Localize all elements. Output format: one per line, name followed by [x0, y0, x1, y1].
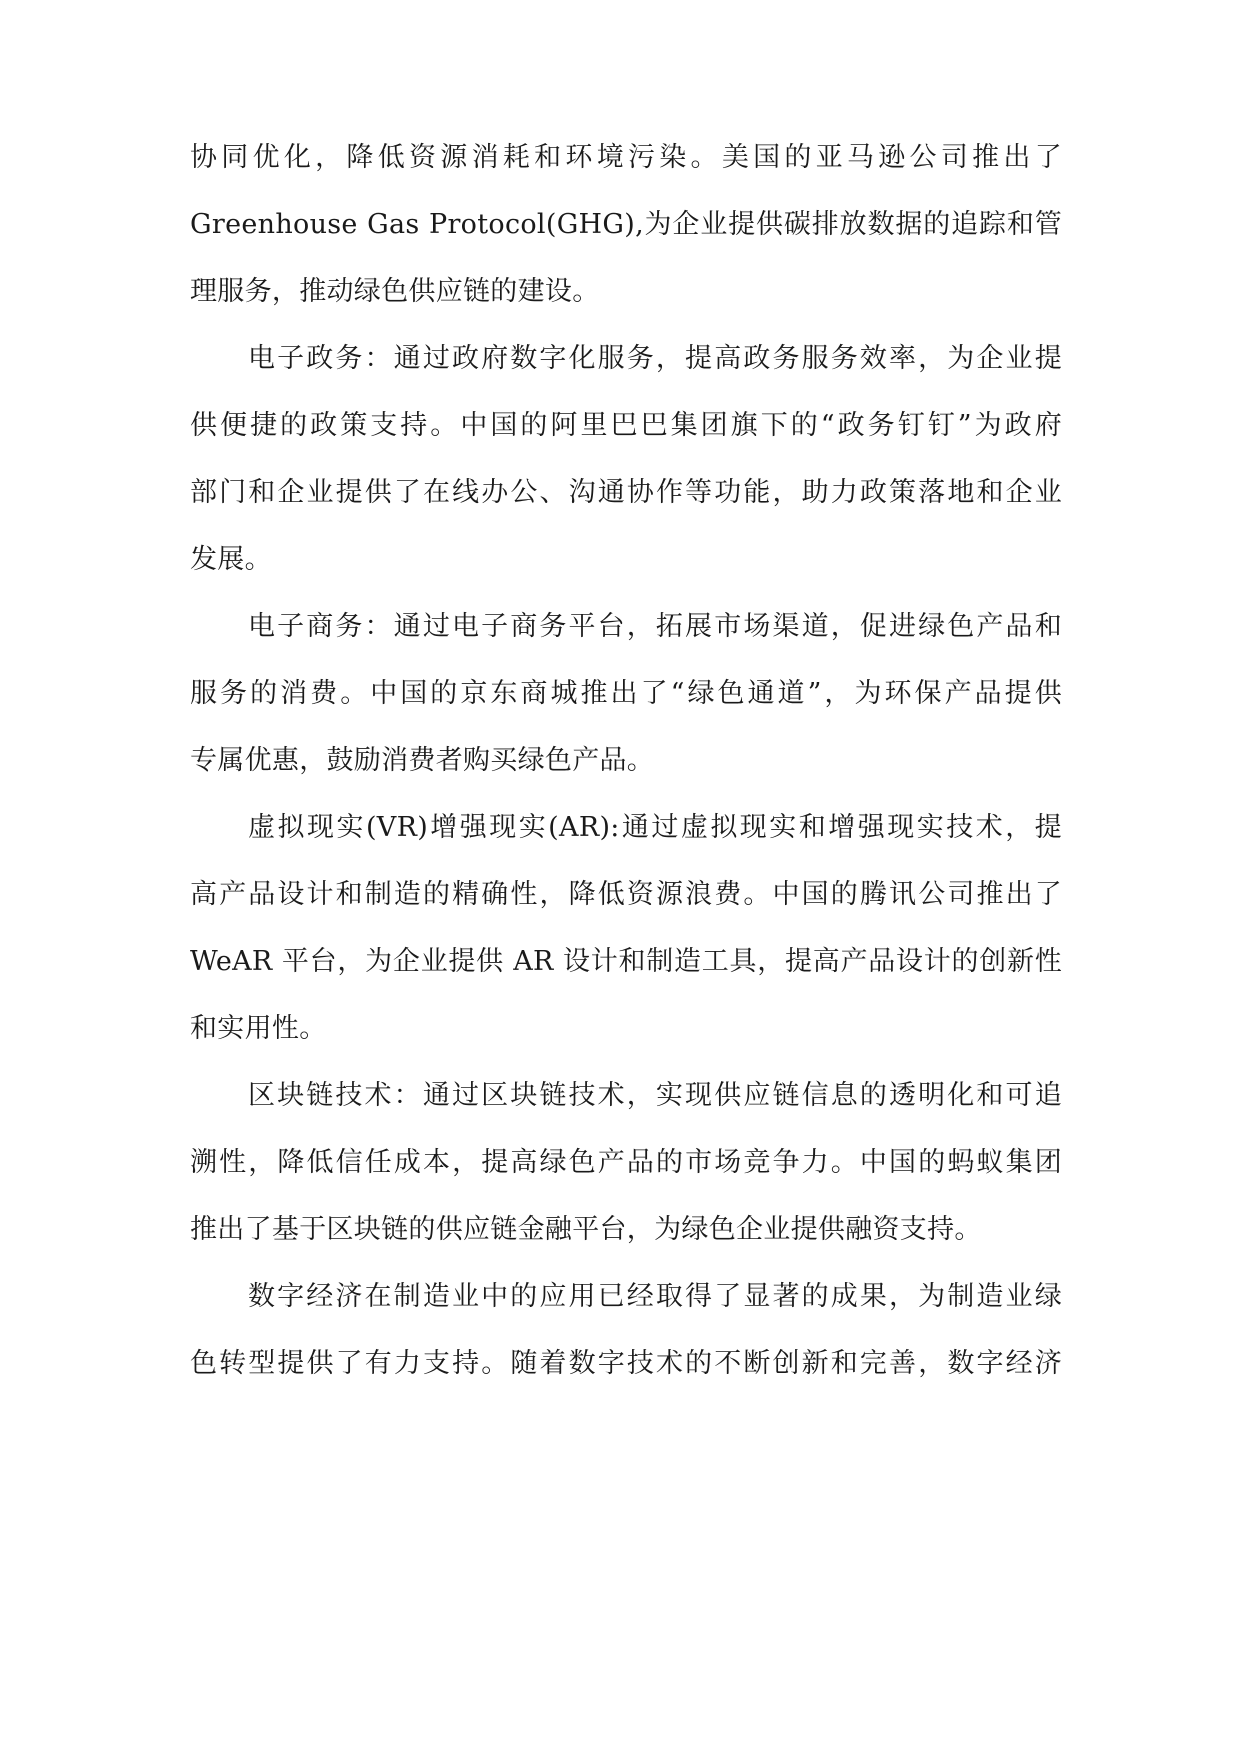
paragraph-5-line-1: 区块链技术：通过区块链技术，实现供应链信息的透明化和可追: [248, 1080, 1062, 1111]
paragraph-2-line-2: 供便捷的政策支持。中国的阿里巴巴集团旗下的“政务钉钉”为政府: [190, 410, 1062, 441]
paragraph-4-line-3: WeAR 平台，为企业提供 AR 设计和制造工具，提高产品设计的创新性: [190, 946, 1062, 977]
paragraph-1-line-1: 协同优化，降低资源消耗和环境污染。美国的亚马逊公司推出了: [190, 142, 1062, 173]
paragraph-6-line-2: 色转型提供了有力支持。随着数字技术的不断创新和完善，数字经济: [190, 1348, 1062, 1379]
paragraph-1-line-2: Greenhouse Gas Protocol(GHG),为企业提供碳排放数据的追踪和管: [190, 209, 1062, 240]
paragraph-5-line-3: 推出了基于区块链的供应链金融平台，为绿色企业提供融资支持。: [190, 1214, 982, 1245]
paragraph-2-line-3: 部门和企业提供了在线办公、沟通协作等功能，助力政策落地和企业: [190, 477, 1062, 508]
paragraph-1-line-3: 理服务，推动绿色供应链的建设。: [190, 276, 600, 307]
paragraph-2-line-1: 电子政务：通过政府数字化服务，提高政务服务效率，为企业提: [248, 343, 1062, 374]
paragraph-5-line-2: 溯性，降低信任成本，提高绿色产品的市场竞争力。中国的蚂蚁集团: [190, 1147, 1062, 1178]
paragraph-3-line-2: 服务的消费。中国的京东商城推出了“绿色通道”，为环保产品提供: [190, 678, 1062, 709]
paragraph-2-line-4: 发展。: [190, 544, 272, 575]
paragraph-3-line-1: 电子商务：通过电子商务平台，拓展市场渠道，促进绿色产品和: [248, 611, 1062, 642]
paragraph-4-line-1: 虚拟现实(VR)增强现实(AR):通过虚拟现实和增强现实技术，提: [248, 812, 1062, 843]
paragraph-4-line-4: 和实用性。: [190, 1013, 327, 1044]
paragraph-4-line-2: 高产品设计和制造的精确性，降低资源浪费。中国的腾讯公司推出了: [190, 879, 1062, 910]
paragraph-6-line-1: 数字经济在制造业中的应用已经取得了显著的成果，为制造业绿: [248, 1281, 1062, 1312]
paragraph-3-line-3: 专属优惠，鼓励消费者购买绿色产品。: [190, 745, 655, 776]
